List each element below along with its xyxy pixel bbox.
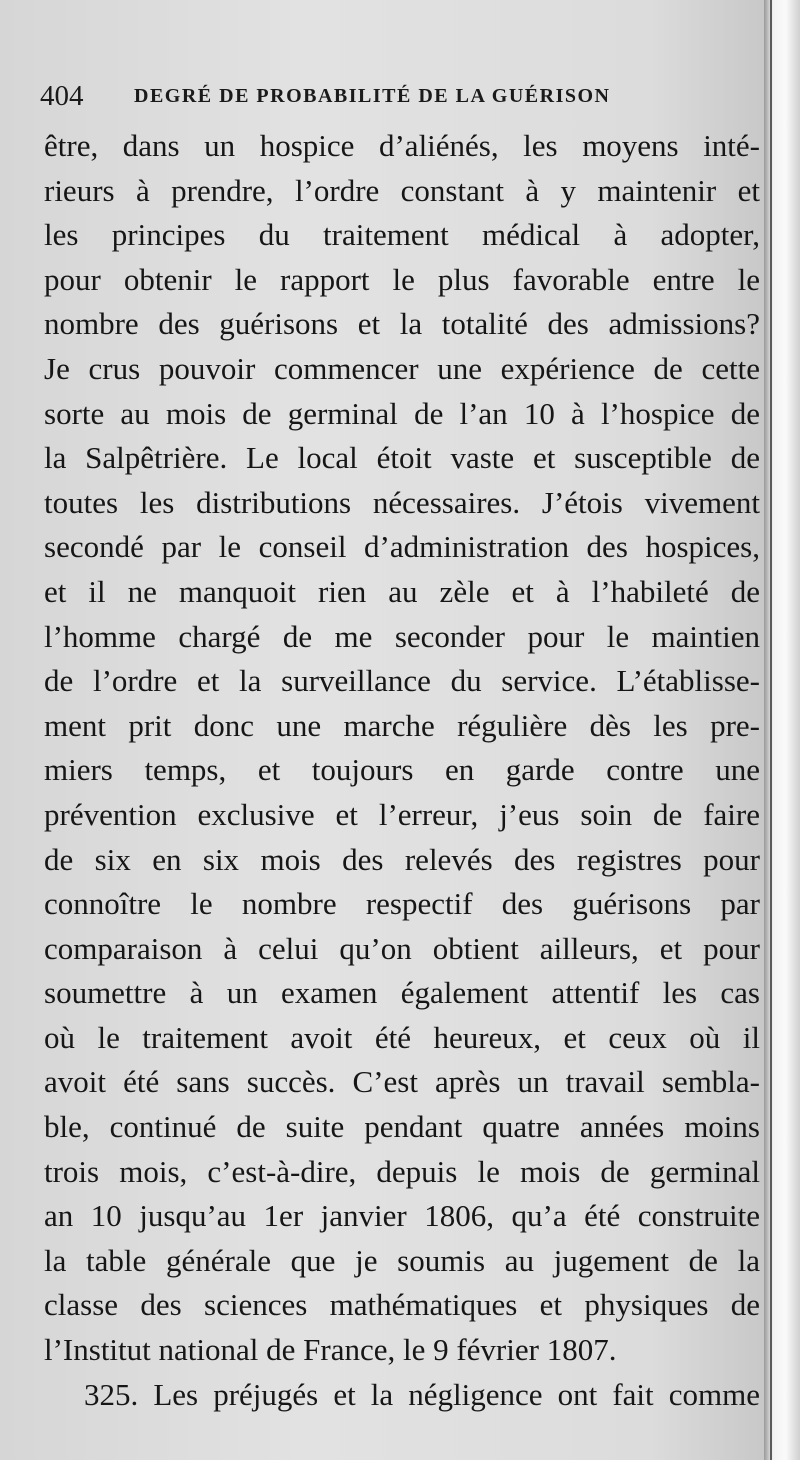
text-line: toutes les distributions nécessaires. J’étois vivement: [44, 484, 760, 520]
text-line: soumettre à un examen également attentif les cas: [44, 975, 760, 1011]
text-line: ment prit donc une marche régulière dès les pre-: [44, 707, 760, 743]
text-line: comparaison à celui qu’on obtient ailleurs, et pour: [44, 930, 760, 966]
text-line: pour obtenir le rapport le plus favorable entre le: [44, 261, 760, 297]
text-line: nombre des guérisons et la totalité des admissions?: [44, 306, 760, 342]
running-head: DEGRÉ DE PROBABILITÉ DE LA GUÉRISON: [134, 85, 611, 107]
page-number: 404: [40, 80, 84, 112]
page-header: [40, 76, 760, 116]
text-line: la Salpêtrière. Le local étoit vaste et susceptible de: [44, 440, 760, 476]
text-line: Je crus pouvoir commencer une expérience de cette: [44, 350, 760, 386]
text-line: être, dans un hospice d’aliénés, les moyens inté-: [44, 128, 760, 163]
text-line: l’homme chargé de me seconder pour le maintien: [44, 618, 760, 654]
text-line: et il ne manquoit rien au zèle et à l’habileté de: [44, 573, 760, 609]
text-line: la table générale que je soumis au jugement de la: [44, 1242, 760, 1278]
text-line: avoit été sans succès. C’est après un travail sembla-: [44, 1064, 760, 1100]
text-line: miers temps, et toujours en garde contre une: [44, 752, 760, 788]
text-line: secondé par le conseil d’administration des hospices,: [44, 529, 760, 565]
text-line: trois mois, c’est-à-dire, depuis le mois de germinal: [44, 1153, 760, 1189]
text-line: 325. Les préjugés et la négligence ont fait comme: [84, 1376, 760, 1412]
text-line: prévention exclusive et l’erreur, j’eus soin de faire: [44, 796, 760, 832]
page-edge: [764, 0, 800, 1460]
body-text: [44, 124, 760, 1417]
text-line: sorte au mois de germinal de l’an 10 à l’hospice de: [44, 395, 760, 431]
text-line: ble, continué de suite pendant quatre années moins: [44, 1109, 760, 1145]
text-line: an 10 jusqu’au 1er janvier 1806, qu’a été construite: [44, 1198, 760, 1234]
text-line: de l’ordre et la surveillance du service. L’établisse-: [44, 663, 760, 699]
text-line: connoître le nombre respectif des guérisons par: [44, 886, 760, 922]
text-line: où le traitement avoit été heureux, et ceux où il: [44, 1019, 760, 1055]
text-line: les principes du traitement médical à adopter,: [44, 217, 760, 253]
text-line: de six en six mois des relevés des registres pour: [44, 841, 760, 877]
text-line: classe des sciences mathématiques et physiques de: [44, 1287, 760, 1323]
text-line: rieurs à prendre, l’ordre constant à y maintenir et: [44, 172, 760, 208]
paragraph-end-line: l’Institut national de France, le 9 février 1807.: [44, 1332, 617, 1368]
